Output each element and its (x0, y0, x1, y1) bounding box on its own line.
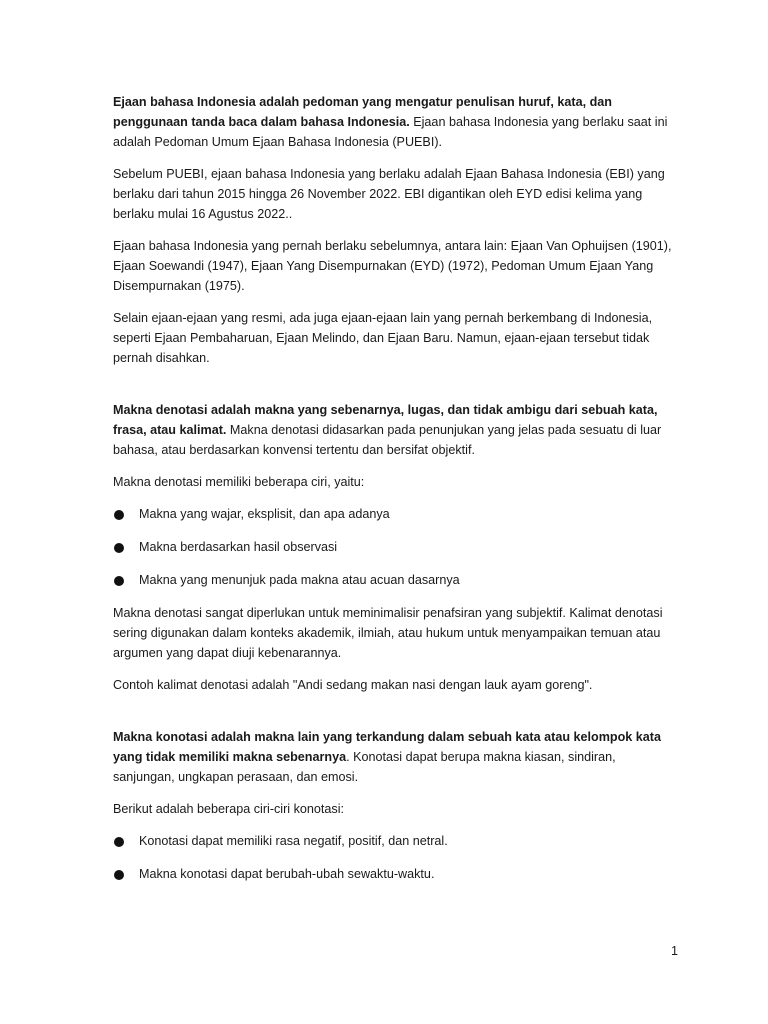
list-item-text: Makna berdasarkan hasil observasi (139, 540, 338, 554)
bullet-icon (114, 576, 124, 586)
document-body (113, 92, 673, 897)
denotasi-example-paragraph: Contoh kalimat denotasi adalah "Andi sedang makan nasi dengan lauk ayam goreng". (113, 678, 593, 692)
list-item (113, 504, 673, 524)
bullet-icon (114, 837, 124, 847)
previous-ejaan-paragraph: Ejaan bahasa Indonesia yang pernah berlaku sebelumnya, antara lain: Ejaan Van Ophuijsen (1901), Ejaan Soewandi (1947), Ejaan Yang Disempurnakan (EYD) (1972), Pedoman Umum Ejaan Yang Disempurnakan (1975). (113, 239, 672, 293)
bullet-icon (114, 543, 124, 553)
konotasi-intro-rest: . Konotasi dapat berupa makna kiasan, sindiran, sanjungan, ungkapan perasaan, dan emosi. (113, 750, 616, 784)
section-spacer (113, 707, 673, 727)
list-item-text: Konotasi dapat memiliki rasa negatif, positif, dan netral. (139, 834, 448, 848)
denotasi-intro-rest: Makna denotasi didasarkan pada penunjukan yang jelas pada sesuatu di luar bahasa, atau berdasarkan konvensi tertentu dan bersifat objektif. (113, 423, 662, 457)
konotasi-ciri-heading: Berikut adalah beberapa ciri-ciri konotasi: (113, 802, 345, 816)
ejaan-intro-rest: Ejaan bahasa Indonesia yang berlaku saat ini adalah Pedoman Umum Ejaan Bahasa Indonesia (PUEBI). (113, 115, 668, 149)
denotasi-intro-paragraph (113, 400, 673, 460)
denotasi-definition-bold: Makna denotasi adalah makna yang sebenarnya, lugas, dan tidak ambigu dari sebuah kata, frasa, atau kalimat. (113, 403, 658, 437)
denotasi-usage-paragraph: Makna denotasi sangat diperlukan untuk meminimalisir penafsiran yang subjektif. Kalimat denotasi sering digunakan dalam konteks akademik, ilmiah, atau hukum untuk menyampaikan temuan atau argumen yang dapat diuji kebenarannya. (113, 606, 663, 660)
ejaan-intro-paragraph (113, 92, 673, 152)
ejaan-definition-bold: Ejaan bahasa Indonesia adalah pedoman yang mengatur penulisan huruf, kata, dan penggunaan tanda baca dalam bahasa Indonesia. (113, 95, 612, 129)
list-item (113, 864, 673, 884)
konotasi-definition-bold: Makna konotasi adalah makna lain yang terkandung dalam sebuah kata atau kelompok kata yang tidak memiliki makna sebenarnya (113, 730, 662, 764)
bullet-icon (114, 510, 124, 520)
section-spacer (113, 380, 673, 400)
list-item (113, 537, 673, 557)
list-item (113, 831, 673, 851)
unofficial-ejaan-paragraph: Selain ejaan-ejaan yang resmi, ada juga ejaan-ejaan lain yang pernah berkembang di Indonesia, seperti Ejaan Pembaharuan, Ejaan Melindo, dan Ejaan Baru. Namun, ejaan-ejaan tersebut tidak pernah disahkan. (113, 311, 653, 365)
page-number: 1 (670, 944, 678, 958)
konotasi-ciri-list (113, 831, 673, 884)
konotasi-intro-paragraph (113, 727, 673, 787)
denotasi-ciri-heading: Makna denotasi memiliki beberapa ciri, yaitu: (113, 475, 365, 489)
list-item-text: Makna yang wajar, eksplisit, dan apa adanya (139, 507, 390, 521)
list-item-text: Makna konotasi dapat berubah-ubah sewaktu-waktu. (139, 867, 435, 881)
list-item (113, 570, 673, 590)
list-item-text: Makna yang menunjuk pada makna atau acuan dasarnya (139, 573, 460, 587)
denotasi-ciri-list (113, 504, 673, 590)
ebi-history-paragraph: Sebelum PUEBI, ejaan bahasa Indonesia yang berlaku adalah Ejaan Bahasa Indonesia (EBI) yang berlaku dari tahun 2015 hingga 26 November 2022. EBI digantikan oleh EYD edisi kelima yang berlaku mulai 16 Agustus 2022.. (113, 167, 665, 221)
bullet-icon (114, 870, 124, 880)
